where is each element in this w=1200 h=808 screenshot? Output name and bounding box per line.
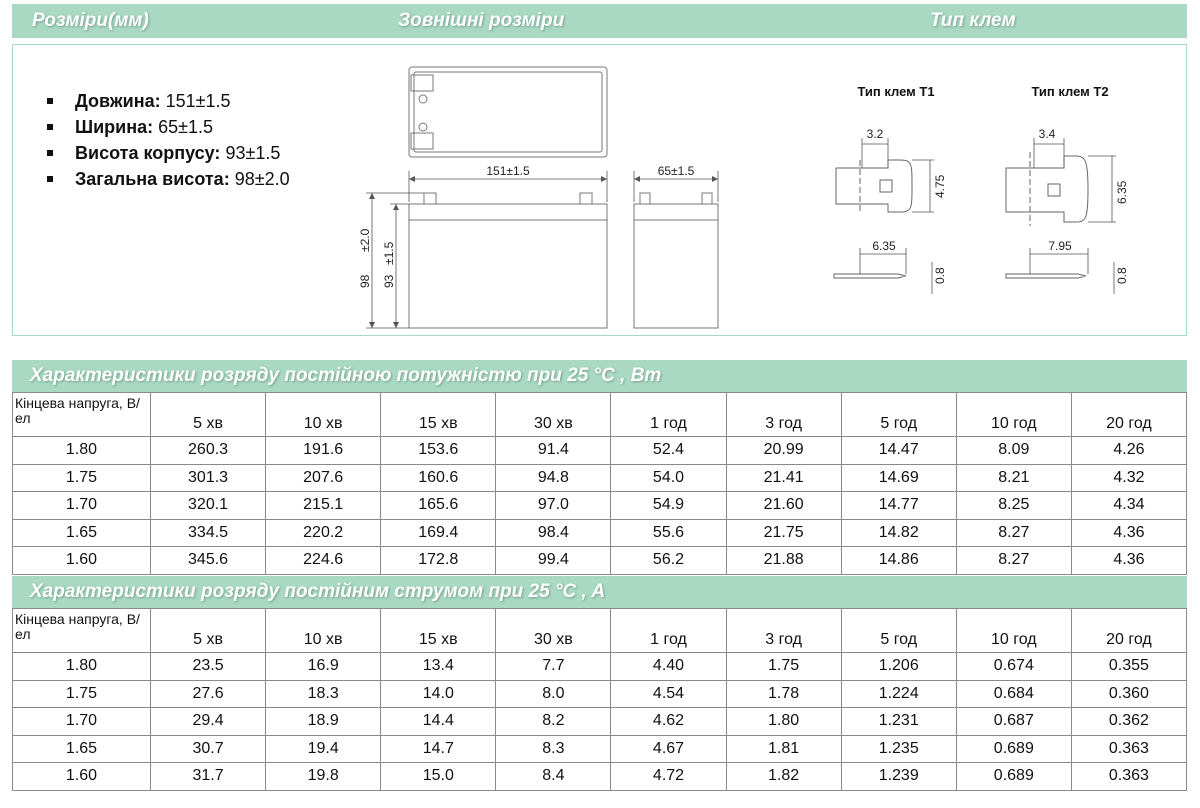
table-cell: 1.65 <box>13 735 151 763</box>
table-cell: 4.36 <box>1071 519 1186 547</box>
table-cell: 8.25 <box>956 492 1071 520</box>
table-cell: 14.82 <box>841 519 956 547</box>
table-cell: 14.47 <box>841 437 956 465</box>
dimension-list <box>43 88 290 192</box>
terminal-t1-width: 3.2 <box>866 127 884 141</box>
dimension-item: Висота корпусу: 93±1.5 <box>43 140 290 166</box>
column-header: 20 год <box>1071 393 1186 437</box>
table-cell: 19.8 <box>266 763 381 791</box>
table-cell: 52.4 <box>611 437 726 465</box>
terminal-t1-length: 6.35 <box>872 239 896 253</box>
current-discharge-table <box>12 608 1187 791</box>
table-cell: 320.1 <box>151 492 266 520</box>
table-cell: 13.4 <box>381 653 496 681</box>
table-cell: 21.41 <box>726 464 841 492</box>
table-cell: 1.80 <box>726 708 841 736</box>
table-cell: 260.3 <box>151 437 266 465</box>
table-cell: 1.235 <box>841 735 956 763</box>
table-cell: 165.6 <box>381 492 496 520</box>
dimensions-header-bar <box>12 4 1187 38</box>
table-cell: 21.75 <box>726 519 841 547</box>
column-header: 30 хв <box>496 393 611 437</box>
table-cell: 224.6 <box>266 547 381 575</box>
column-header: 3 год <box>726 393 841 437</box>
table-cell: 94.8 <box>496 464 611 492</box>
table-row <box>13 735 1187 763</box>
table-cell: 14.7 <box>381 735 496 763</box>
dimension-item: Довжина: 151±1.5 <box>43 88 290 114</box>
table-cell: 4.67 <box>611 735 726 763</box>
column-header: 5 хв <box>151 393 266 437</box>
table-cell: 14.0 <box>381 680 496 708</box>
table-cell: 153.6 <box>381 437 496 465</box>
table-cell: 55.6 <box>611 519 726 547</box>
table-cell: 0.689 <box>956 763 1071 791</box>
table-row <box>13 680 1187 708</box>
table-cell: 4.72 <box>611 763 726 791</box>
table-cell: 31.7 <box>151 763 266 791</box>
terminal-t1-top-view <box>836 160 912 214</box>
table-cell: 4.26 <box>1071 437 1186 465</box>
terminal-t2-length: 7.95 <box>1048 239 1072 253</box>
current-table-title: Характеристики розряду постійним струмом при 25 °C , A <box>12 576 1187 608</box>
table-cell: 98.4 <box>496 519 611 547</box>
table-cell: 16.9 <box>266 653 381 681</box>
table-row <box>13 464 1187 492</box>
table-cell: 1.60 <box>13 763 151 791</box>
width-label: 65±1.5 <box>657 164 695 178</box>
table-cell: 345.6 <box>151 547 266 575</box>
table-cell: 14.69 <box>841 464 956 492</box>
table-cell: 14.86 <box>841 547 956 575</box>
case-height-label: 93 <box>382 274 396 288</box>
table-cell: 334.5 <box>151 519 266 547</box>
table-cell: 1.75 <box>13 680 151 708</box>
terminal-t2-width: 3.4 <box>1038 127 1056 141</box>
header-external-dimensions: Зовнішні розміри <box>398 10 565 31</box>
table-cell: 56.2 <box>611 547 726 575</box>
total-height-label: 98 <box>358 274 372 288</box>
table-cell: 8.21 <box>956 464 1071 492</box>
table-cell: 30.7 <box>151 735 266 763</box>
table-cell: 23.5 <box>151 653 266 681</box>
table-cell: 1.231 <box>841 708 956 736</box>
table-cell: 18.3 <box>266 680 381 708</box>
table-cell: 0.687 <box>956 708 1071 736</box>
dimension-item: Загальна висота: 98±2.0 <box>43 166 290 192</box>
column-header: Кінцева напруга, В/ел <box>13 393 151 437</box>
column-header: 30 хв <box>496 609 611 653</box>
power-table-title: Характеристики розряду постійною потужністю при 25 °C , Вт <box>12 360 1187 392</box>
battery-drawing <box>340 55 760 335</box>
table-cell: 172.8 <box>381 547 496 575</box>
table-cell: 15.0 <box>381 763 496 791</box>
table-row <box>13 492 1187 520</box>
table-cell: 1.82 <box>726 763 841 791</box>
table-cell: 91.4 <box>496 437 611 465</box>
length-label: 151±1.5 <box>486 164 530 178</box>
power-discharge-table <box>12 392 1187 575</box>
column-header: 1 год <box>611 393 726 437</box>
column-header: 15 хв <box>381 393 496 437</box>
column-header: 10 хв <box>266 609 381 653</box>
table-cell: 220.2 <box>266 519 381 547</box>
table-row <box>13 547 1187 575</box>
table-cell: 1.75 <box>726 653 841 681</box>
total-height-tolerance: ±2.0 <box>358 228 372 252</box>
terminal-t1-thickness: 0.8 <box>933 267 947 284</box>
table-cell: 1.224 <box>841 680 956 708</box>
table-cell: 160.6 <box>381 464 496 492</box>
table-cell: 0.355 <box>1071 653 1186 681</box>
table-cell: 1.75 <box>13 464 151 492</box>
table-cell: 21.60 <box>726 492 841 520</box>
table-cell: 29.4 <box>151 708 266 736</box>
table-cell: 0.674 <box>956 653 1071 681</box>
table-cell: 4.54 <box>611 680 726 708</box>
table-cell: 4.62 <box>611 708 726 736</box>
table-cell: 215.1 <box>266 492 381 520</box>
table-cell: 301.3 <box>151 464 266 492</box>
terminal-drawings <box>820 72 1160 302</box>
table-cell: 8.27 <box>956 547 1071 575</box>
table-cell: 54.0 <box>611 464 726 492</box>
case-height-tolerance: ±1.5 <box>382 241 396 265</box>
table-cell: 0.363 <box>1071 735 1186 763</box>
terminal-t1-title: Тип клем T1 <box>857 84 935 99</box>
table-row <box>13 708 1187 736</box>
terminal-t2-title: Тип клем T2 <box>1031 84 1109 99</box>
table-cell: 191.6 <box>266 437 381 465</box>
table-cell: 4.32 <box>1071 464 1186 492</box>
table-cell: 21.88 <box>726 547 841 575</box>
column-header: 15 хв <box>381 609 496 653</box>
table-cell: 0.684 <box>956 680 1071 708</box>
column-header: 1 год <box>611 609 726 653</box>
table-cell: 0.360 <box>1071 680 1186 708</box>
table-row <box>13 519 1187 547</box>
table-header-row <box>13 393 1187 437</box>
table-cell: 1.81 <box>726 735 841 763</box>
table-cell: 7.7 <box>496 653 611 681</box>
table-cell: 1.239 <box>841 763 956 791</box>
table-cell: 20.99 <box>726 437 841 465</box>
column-header: 10 год <box>956 393 1071 437</box>
table-cell: 27.6 <box>151 680 266 708</box>
header-terminal-type: Тип клем <box>930 10 1016 31</box>
dimension-item: Ширина: 65±1.5 <box>43 114 290 140</box>
table-cell: 1.70 <box>13 492 151 520</box>
table-header-row <box>13 609 1187 653</box>
column-header: Кінцева напруга, В/ел <box>13 609 151 653</box>
terminal-t2-side-view <box>1006 274 1086 278</box>
table-cell: 99.4 <box>496 547 611 575</box>
terminal-t1-side-view <box>834 274 906 278</box>
column-header: 20 год <box>1071 609 1186 653</box>
table-cell: 0.689 <box>956 735 1071 763</box>
table-cell: 4.36 <box>1071 547 1186 575</box>
table-cell: 18.9 <box>266 708 381 736</box>
table-cell: 0.362 <box>1071 708 1186 736</box>
table-cell: 54.9 <box>611 492 726 520</box>
table-cell: 1.80 <box>13 653 151 681</box>
column-header: 5 хв <box>151 609 266 653</box>
header-dimensions: Розміри(мм) <box>32 10 149 31</box>
table-cell: 4.34 <box>1071 492 1186 520</box>
table-cell: 14.4 <box>381 708 496 736</box>
table-cell: 8.09 <box>956 437 1071 465</box>
table-cell: 207.6 <box>266 464 381 492</box>
terminal-t1-height: 4.75 <box>933 174 947 198</box>
table-cell: 1.60 <box>13 547 151 575</box>
column-header: 5 год <box>841 609 956 653</box>
table-cell: 8.0 <box>496 680 611 708</box>
table-cell: 8.2 <box>496 708 611 736</box>
table-cell: 1.80 <box>13 437 151 465</box>
table-cell: 1.70 <box>13 708 151 736</box>
table-cell: 1.206 <box>841 653 956 681</box>
terminal-t2-height: 6.35 <box>1115 180 1129 204</box>
column-header: 10 год <box>956 609 1071 653</box>
table-row <box>13 437 1187 465</box>
table-cell: 1.78 <box>726 680 841 708</box>
table-row <box>13 763 1187 791</box>
column-header: 3 год <box>726 609 841 653</box>
table-cell: 0.363 <box>1071 763 1186 791</box>
table-cell: 8.4 <box>496 763 611 791</box>
table-cell: 14.77 <box>841 492 956 520</box>
table-cell: 8.3 <box>496 735 611 763</box>
terminal-t2-top-view <box>1006 152 1088 226</box>
table-cell: 8.27 <box>956 519 1071 547</box>
table-cell: 1.65 <box>13 519 151 547</box>
table-row <box>13 653 1187 681</box>
table-cell: 4.40 <box>611 653 726 681</box>
column-header: 10 хв <box>266 393 381 437</box>
table-cell: 169.4 <box>381 519 496 547</box>
column-header: 5 год <box>841 393 956 437</box>
terminal-t2-thickness: 0.8 <box>1115 267 1129 284</box>
table-cell: 19.4 <box>266 735 381 763</box>
table-cell: 97.0 <box>496 492 611 520</box>
